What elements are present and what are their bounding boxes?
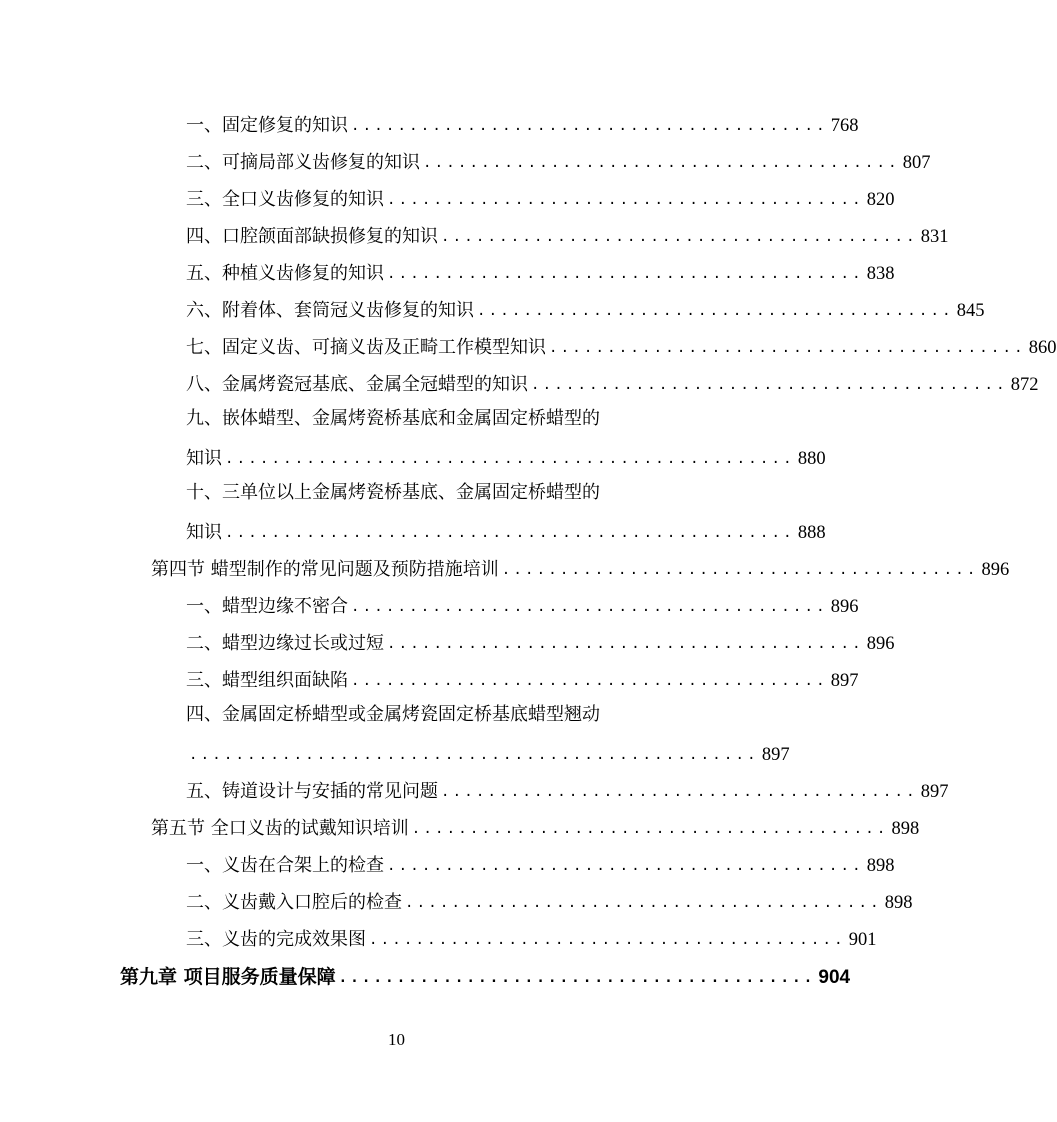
dot-leader: ......................................... xyxy=(411,821,889,837)
toc-entry-page: 898 xyxy=(891,819,920,839)
toc-entry-label: 四、口腔颌面部缺损修复的知识 xyxy=(186,226,438,247)
toc-entry-label: 二、义齿戴入口腔后的检查 xyxy=(186,892,402,913)
dot-leader: ................................................. xyxy=(225,451,795,467)
toc-entry-page: 896 xyxy=(830,597,859,617)
dot-leader: ......................................... xyxy=(351,673,828,689)
toc-entry-page: 860 xyxy=(1028,338,1057,358)
dot-leader: ......................................... xyxy=(549,340,1026,356)
toc-entry-label-line1[interactable]: 九、嵌体蜡型、金属烤瓷桥基底和金属固定桥蜡型的 xyxy=(186,408,600,429)
toc-chapter-entry[interactable] xyxy=(120,952,851,989)
toc-entry[interactable] xyxy=(186,359,1039,396)
toc-entry-page: 897 xyxy=(830,671,859,691)
toc-entry-page: 897 xyxy=(920,782,949,802)
toc-entry-page: 888 xyxy=(797,523,826,543)
toc-entry[interactable] xyxy=(186,914,877,951)
toc-entry-page: 880 xyxy=(797,449,826,469)
toc-entry-label-line1[interactable]: 十、三单位以上金属烤瓷桥基底、金属固定桥蜡型的 xyxy=(186,482,600,503)
toc-entry-label: 三、义齿的完成效果图 xyxy=(186,929,366,950)
toc-entry[interactable] xyxy=(186,507,826,544)
toc-entry-label: 八、金属烤瓷冠基底、金属全冠蜡型的知识 xyxy=(186,374,528,395)
toc-entry[interactable] xyxy=(186,840,895,877)
page-number: 10 xyxy=(388,1030,405,1049)
dot-leader: ......................................... xyxy=(351,599,828,615)
toc-entry-page: 901 xyxy=(848,930,877,950)
dot-leader: ......................................... xyxy=(338,970,816,986)
toc-entry[interactable] xyxy=(186,100,859,137)
toc-entry-label: 二、可摘局部义齿修复的知识 xyxy=(186,152,420,173)
toc-section-entry[interactable] xyxy=(151,803,920,840)
toc-entry-page: 896 xyxy=(866,634,895,654)
toc-entry-page: 898 xyxy=(884,893,913,913)
toc-entry-label-line1[interactable]: 四、金属固定桥蜡型或金属烤瓷固定桥基底蜡型翘动 xyxy=(186,704,600,725)
toc-entry-label: 第五节 全口义齿的试戴知识培训 xyxy=(151,818,409,839)
dot-leader: ......................................... xyxy=(501,562,979,578)
toc-entry-label: 五、种植义齿修复的知识 xyxy=(186,263,384,284)
toc-entry[interactable] xyxy=(186,322,1057,359)
toc-entry-label: 一、蜡型边缘不密合 xyxy=(186,596,348,617)
toc-entry[interactable] xyxy=(186,581,859,618)
toc-entry-label: 三、蜡型组织面缺陷 xyxy=(186,670,348,691)
toc-entry[interactable] xyxy=(186,655,859,692)
toc-entry-label: 一、固定修复的知识 xyxy=(186,115,348,136)
toc-entry-label: 一、义齿在合架上的检查 xyxy=(186,855,384,876)
toc-entry-label: 知识 xyxy=(186,448,222,469)
dot-leader: ......................................... xyxy=(405,895,882,911)
toc-entry[interactable] xyxy=(186,766,949,803)
toc-entry[interactable] xyxy=(186,433,826,470)
dot-leader: ......................................... xyxy=(531,377,1008,393)
toc-entry-page: 897 xyxy=(761,745,790,765)
toc-entry-page: 896 xyxy=(981,560,1010,580)
dot-leader: ................................................. xyxy=(225,525,795,541)
dot-leader: ......................................... xyxy=(387,192,864,208)
toc-entry-label: 第九章 项目服务质量保障 xyxy=(120,966,336,988)
dot-leader: ......................................... xyxy=(423,155,900,171)
toc-entry[interactable] xyxy=(186,618,895,655)
toc-entry-page: 898 xyxy=(866,856,895,876)
toc-entry-page: 872 xyxy=(1010,375,1039,395)
toc-entry-label: 知识 xyxy=(186,522,222,543)
dot-leader: ......................................... xyxy=(441,784,918,800)
toc-entry-page: 807 xyxy=(902,153,931,173)
toc-entry[interactable] xyxy=(186,729,790,766)
toc-entry[interactable] xyxy=(186,174,895,211)
toc-entry-label: 二、蜡型边缘过长或过短 xyxy=(186,633,384,654)
toc-entry-page: 768 xyxy=(830,116,859,136)
toc-entry-page: 820 xyxy=(866,190,895,210)
toc-entry-page: 838 xyxy=(866,264,895,284)
toc-entry[interactable] xyxy=(186,877,913,914)
dot-leader: ......................................... xyxy=(387,636,864,652)
toc-entry[interactable] xyxy=(186,211,949,248)
toc-entry-label: 六、附着体、套筒冠义齿修复的知识 xyxy=(186,300,474,321)
toc-entry[interactable] xyxy=(186,248,895,285)
toc-entry-label: 七、固定义齿、可摘义齿及正畸工作模型知识 xyxy=(186,337,546,358)
toc-entry[interactable] xyxy=(186,137,931,174)
toc-entry-label: 五、铸道设计与安插的常见问题 xyxy=(186,781,438,802)
dot-leader: ......................................... xyxy=(387,266,864,282)
dot-leader: ......................................... xyxy=(351,118,828,134)
toc-entry-page: 831 xyxy=(920,227,949,247)
toc-entry-page: 904 xyxy=(818,967,851,988)
dot-leader: ......................................... xyxy=(369,932,846,948)
dot-leader: ......................................... xyxy=(441,229,918,245)
dot-leader: ......................................... xyxy=(477,303,954,319)
toc-entry-label: 第四节 蜡型制作的常见问题及预防措施培训 xyxy=(151,559,499,580)
dot-leader: ......................................... xyxy=(387,858,864,874)
toc-entry-label: 三、全口义齿修复的知识 xyxy=(186,189,384,210)
toc-section-entry[interactable] xyxy=(151,544,1010,581)
toc-entry-page: 845 xyxy=(956,301,985,321)
dot-leader: ................................................. xyxy=(189,747,759,763)
toc-entry[interactable] xyxy=(186,285,985,322)
